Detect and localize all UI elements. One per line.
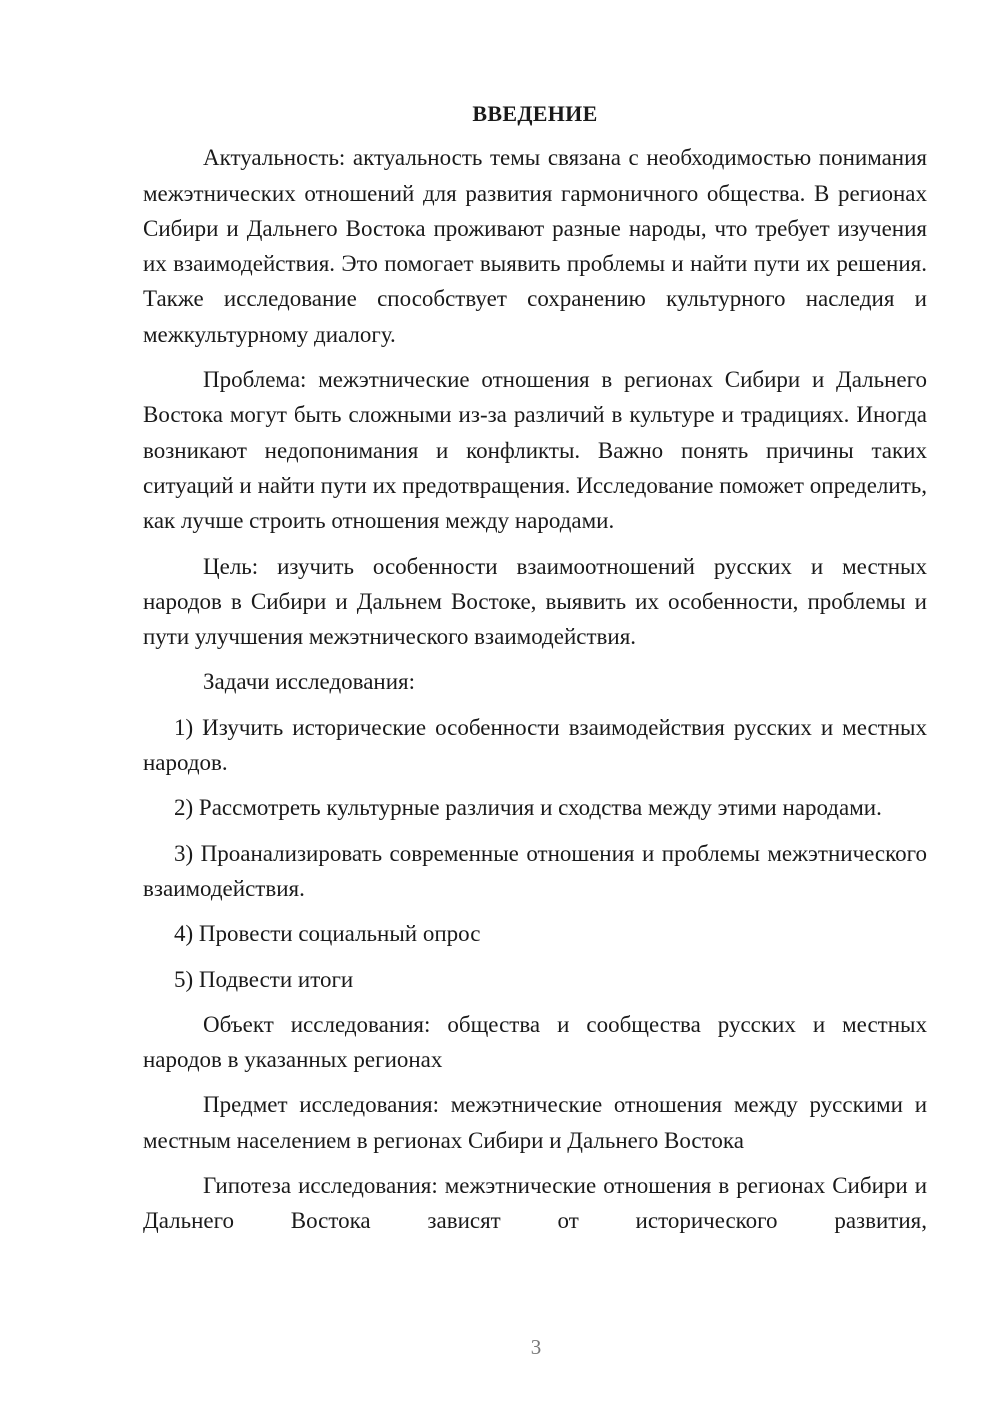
task-item-2: 2) Рассмотреть культурные различия и сходства между этими народами.	[174, 795, 882, 821]
paragraph-tasks-heading: Задачи исследования:	[203, 669, 416, 695]
paragraph-object: Объект исследования: общества и сообщества русских и местных народов в указанных регионах	[143, 1011, 927, 1073]
task-item-3: 3) Проанализировать современные отношения и проблемы межэтнического взаимодействия.	[143, 840, 927, 901]
task-item-5: 5) Подвести итоги	[174, 966, 354, 992]
section-title: ВВЕДЕНИЕ	[472, 101, 598, 126]
task-item-1: 1) Изучить исторические особенности взаимодействия русских и местных народов.	[143, 714, 927, 776]
paragraph-relevance: Актуальность: актуальность темы связана с необходимостью понимания межэтнических отношений для развития гармоничного общества. В регионах Сибири и Дальнего Востока проживают разные народы, что требует изучения их взаимодействия. Это помогает выявить проблемы и найти пути их решения. Также исследование способствует сохранению культурного наследия и межкультурному диалогу.	[143, 145, 927, 347]
page-number: 3	[530, 1335, 542, 1359]
paragraph-subject: Предмет исследования: межэтнические отношения между русскими и местным населением в регионах Сибири и Дальнего Востока	[143, 1092, 927, 1153]
paragraph-problem: Проблема: межэтнические отношения в регионах Сибири и Дальнего Востока могут быть сложными из-за различий в культуре и традициях. Иногда возникают недопонимания и конфликты. Важно понять причины таких ситуаций и найти пути их предотвращения. Исследование поможет определить, как лучше строить отношения между народами.	[143, 367, 927, 534]
paragraph-hypothesis: Гипотеза исследования: межэтнические отношения в регионах Сибири и Дальнего Востока зависят от исторического развития,	[143, 1173, 927, 1234]
paragraph-goal: Цель: изучить особенности взаимоотношений русских и местных народов в Сибири и Дальнем Востоке, выявить их особенности, проблемы и пути улучшения межэтнического взаимодействия.	[143, 553, 927, 650]
document-body	[143, 96, 927, 1249]
task-item-4: 4) Провести социальный опрос	[174, 921, 481, 947]
